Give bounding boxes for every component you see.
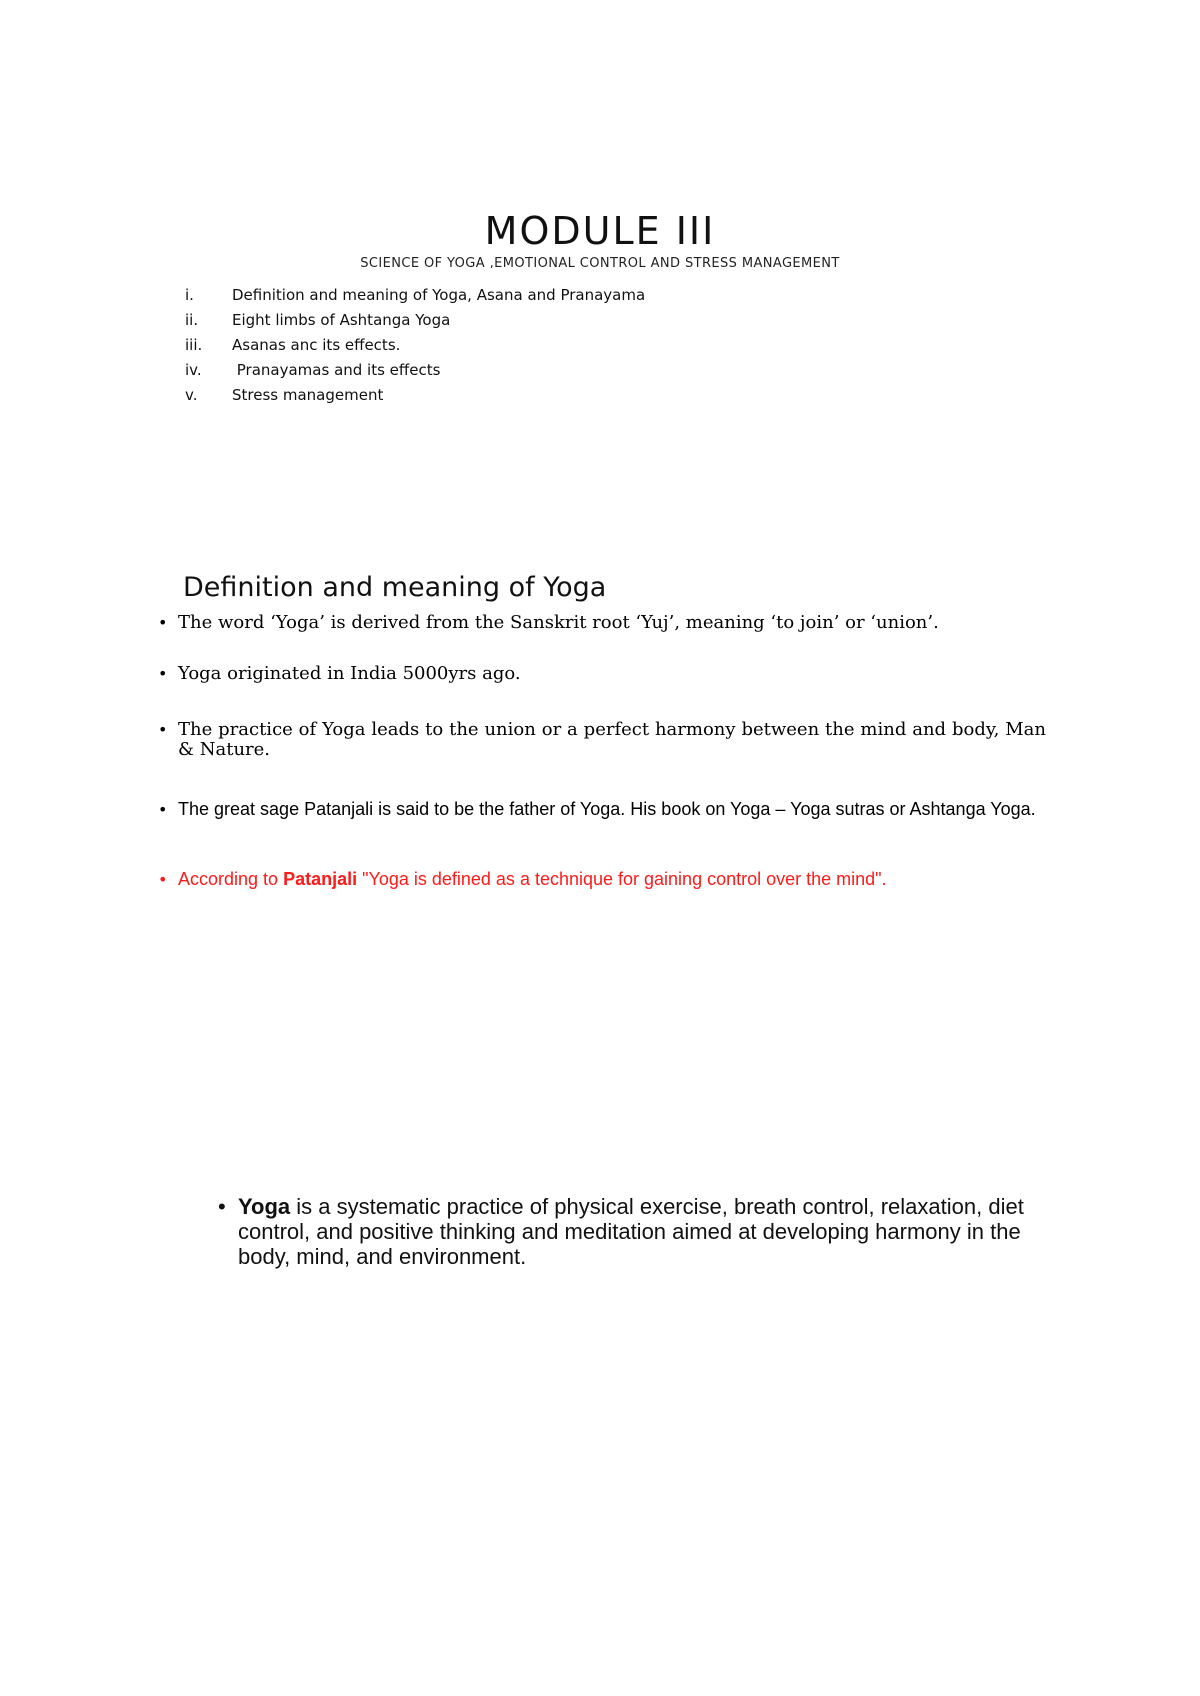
list-item xyxy=(185,383,645,408)
list-item-number: i. xyxy=(185,286,194,304)
bullet-marker: • xyxy=(158,800,168,819)
bullet-text: The practice of Yoga leads to the union or a perfect harmony between the mind and body, Man & Nature. xyxy=(178,719,1046,760)
list-item-label: Eight limbs of Ashtanga Yoga xyxy=(232,311,451,329)
list-item-number: iv. xyxy=(185,361,202,379)
bullet-marker: • xyxy=(158,613,168,632)
list-item-label: Asanas anc its effects. xyxy=(232,336,401,354)
section-title: Definition and meaning of Yoga xyxy=(183,572,607,603)
list-item-label: Definition and meaning of Yoga, Asana and Pranayama xyxy=(232,286,646,304)
list-item xyxy=(185,358,645,383)
module-subtitle: SCIENCE OF YOGA ,EMOTIONAL CONTROL AND STRESS MANAGEMENT xyxy=(360,256,840,268)
list-item-number: v. xyxy=(185,386,198,404)
quote-text xyxy=(178,870,1046,889)
list-item-number: ii. xyxy=(185,311,199,329)
module-contents-list xyxy=(185,283,645,408)
bullet-marker: • xyxy=(158,870,168,889)
list-item xyxy=(185,283,645,308)
list-item xyxy=(185,308,645,333)
bullet-item xyxy=(158,664,1046,684)
list-item-number: iii. xyxy=(185,336,203,354)
list-item-label: Pranayamas and its effects xyxy=(232,361,441,379)
bullet-marker: • xyxy=(158,664,168,683)
bullet-text: Yoga originated in India 5000yrs ago. xyxy=(178,663,521,684)
bullet-marker: • xyxy=(218,1194,226,1219)
quote-body: "Yoga is defined as a technique for gaining control over the mind". xyxy=(357,869,887,889)
definition-body: is a systematic practice of physical exercise, breath control, relaxation, diet control, and positive thinking and meditation aimed at developing harmony in the body, mind, and environment. xyxy=(238,1194,1030,1269)
quote-prefix: According to xyxy=(178,869,284,889)
bullet-item xyxy=(158,720,1046,760)
definition-term: Yoga xyxy=(238,1194,291,1219)
bullet-text: The word ‘Yoga’ is derived from the Sanskrit root ‘Yuj’, meaning ‘to join’ or ‘union’. xyxy=(178,612,939,633)
bullet-text: The great sage Patanjali is said to be the father of Yoga. His book on Yoga – Yoga sutras or Ashtanga Yoga. xyxy=(178,799,1036,819)
bullet-item xyxy=(158,800,1046,819)
patanjali-quote xyxy=(158,870,1046,889)
quote-name: Patanjali xyxy=(283,869,358,889)
bullet-item xyxy=(158,613,1046,633)
yoga-definition xyxy=(218,1194,1048,1269)
module-title: MODULE III xyxy=(484,209,716,253)
definition-text xyxy=(238,1194,1048,1269)
list-item-label: Stress management xyxy=(232,386,384,404)
list-item xyxy=(185,333,645,358)
bullet-marker: • xyxy=(158,720,168,739)
